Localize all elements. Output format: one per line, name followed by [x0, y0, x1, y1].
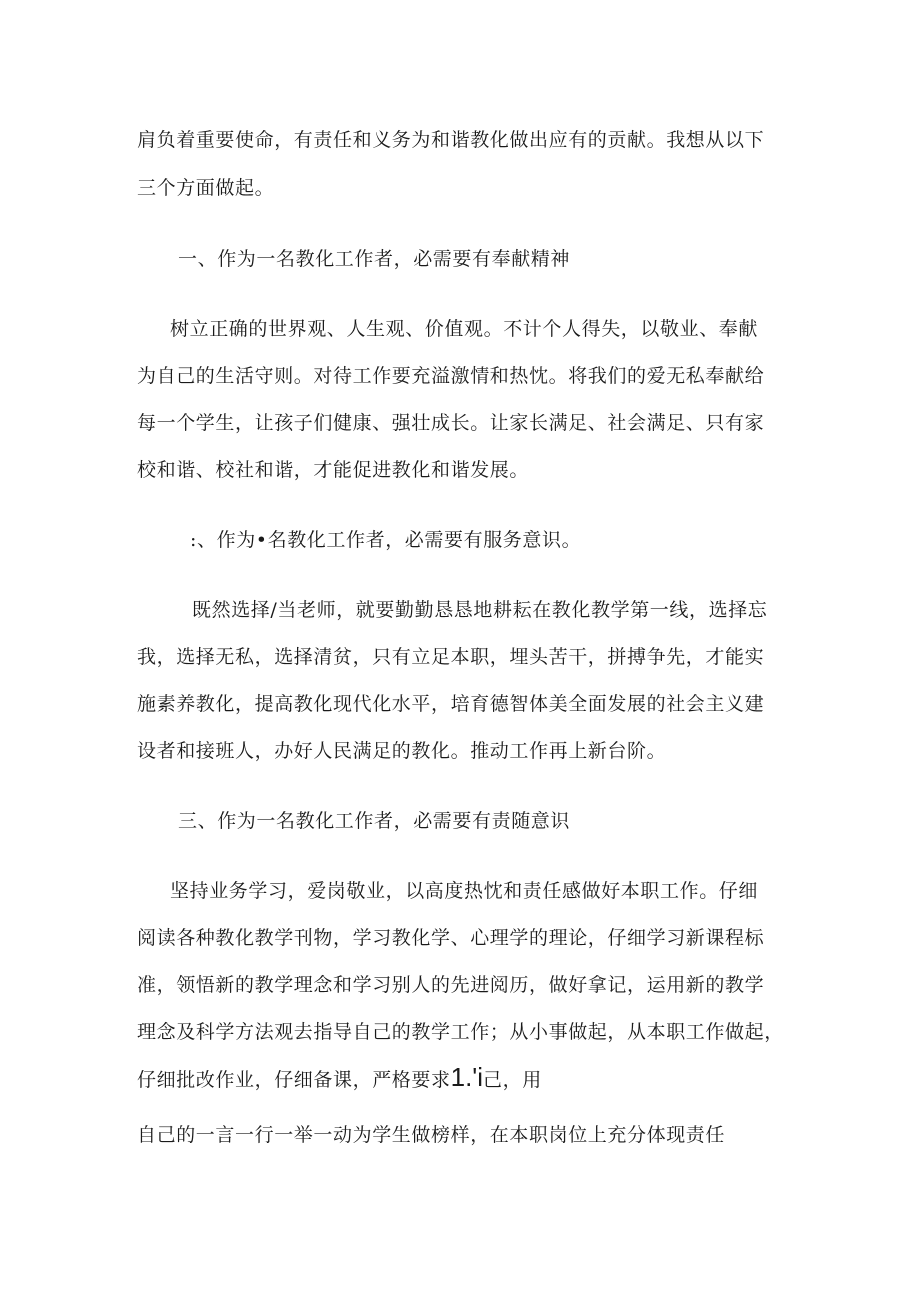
section2-line-1: 既然选择/当老师，就要勤勤恳恳地耕耘在教化教学第一线，选择忘 [192, 599, 768, 621]
section1-heading: 一、作为一名教化工作者，必需要有奉献精神 [178, 248, 571, 270]
section2-heading: :、作为•名教化工作者，必需要有服务意识。 [190, 529, 582, 551]
section3-line-4: 理念及科学方法观去指导自己的教学工作；从小事做起，从本职工作做起， [137, 1021, 784, 1043]
section2-line-2: 我，选择无私，选择清贫，只有立足本职，埋头苦干，拼搏争先，才能实 [137, 646, 765, 668]
section3-line-1: 坚持业务学习，爱岗敬业，以高度热忱和责任感做好本职工作。仔细 [170, 880, 759, 902]
section3-line-5-ocr-artifact: 1.'i [450, 1062, 484, 1092]
section1-line-2: 为自己的生活守则。对待工作要充溢激情和热忱。将我们的爱无私奉献给 [137, 365, 765, 387]
section3-line-3: 准，领悟新的教学理念和学习别人的先进阅历，做好拿记，运用新的教学 [137, 974, 765, 996]
section2-line-4: 设者和接班人，办好人民满足的教化。推动工作再上新台阶。 [137, 740, 667, 762]
section2-line-3: 施素养教化，提高教化现代化水平，培育德智体美全面发展的社会主义建 [137, 693, 765, 715]
section3-line-5-text-b: 己，用 [483, 1069, 542, 1091]
intro-line-1: 肩负着重要使命，有责任和义务为和谐教化做出应有的贡献。我想从以下 [137, 129, 765, 151]
section3-line-5 [137, 1062, 542, 1092]
section1-line-4: 校和谐、校社和谐，才能促进教化和谐发展。 [137, 459, 530, 481]
intro-line-2: 三个方面做起。 [137, 177, 275, 199]
section3-line-5-text-a: 仔细批改作业，仔细备课，严格要求 [137, 1069, 451, 1091]
section3-line-2: 阅读各种教化教学刊物，学习教化学、心理学的理论，仔细学习新课程标 [137, 927, 765, 949]
section1-line-1: 树立正确的世界观、人生观、价值观。不计个人得失，以敬业、奉献 [170, 318, 759, 340]
section3-heading: 三、作为一名教化工作者，必需要有责随意识 [178, 810, 571, 832]
section1-line-3: 每一个学生，让孩子们健康、强壮成长。让家长满足、社会满足、只有家 [137, 412, 765, 434]
section3-line-6: 自己的一言一行一举一动为学生做榜样，在本职岗位上充分体现责任 [137, 1124, 726, 1146]
